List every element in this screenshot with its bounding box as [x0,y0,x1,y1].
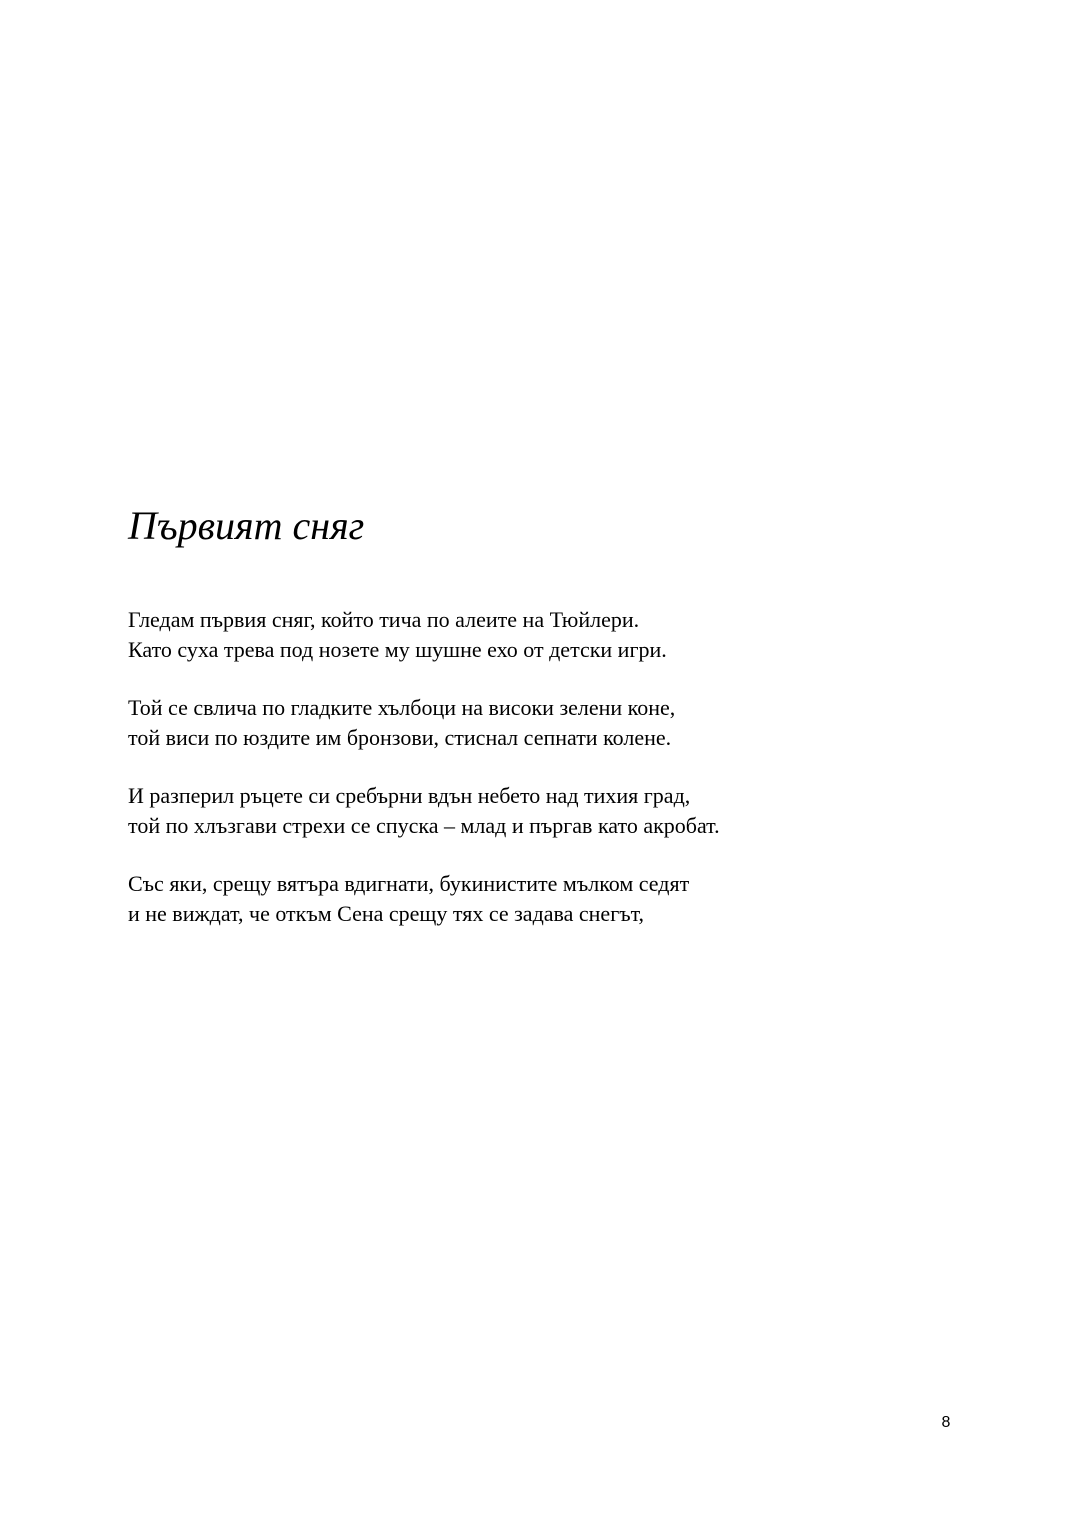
poem-line: Със яки, срещу вятъра вдигнати, букинистите мълком седят [128,871,690,896]
stanza-1 [128,605,1008,665]
poem-body [128,605,1008,957]
stanza-3 [128,781,1008,841]
poem-line: Гледам първия сняг, който тича по алеите на Тюйлери. [128,607,640,632]
stanza-2 [128,693,1008,753]
poem-line: Той се свлича по гладките хълбоци на високи зелени коне, [128,695,676,720]
poem-line: той по хлъзгави стрехи се спуска – млад и пъргав като акробат. [128,813,720,838]
poem-line: И разперил ръцете си сребърни вдън небето над тихия град, [128,783,691,808]
poem-line: Като суха трева под нозете му шушне ехо от детски игри. [128,637,667,662]
stanza-4 [128,869,1008,929]
poem-line: и не виждат, че откъм Сена срещу тях се задава снегът, [128,901,645,926]
page-number: 8 [941,1414,951,1431]
poem-line: той виси по юздите им бронзови, стиснал сепнати колене. [128,725,672,750]
poem-title: Първият сняг [128,503,365,548]
